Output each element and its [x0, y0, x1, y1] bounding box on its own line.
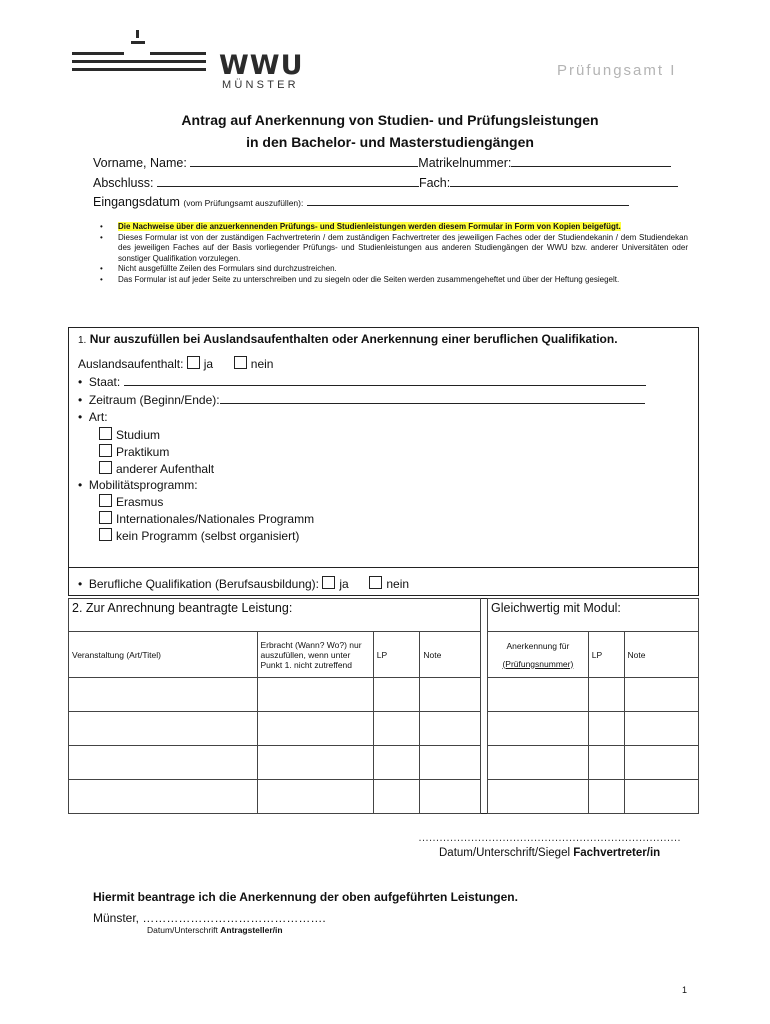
aufenthalt-nein-label: nein: [250, 357, 274, 371]
section2-title-right: Gleichwertig mit Modul:: [488, 599, 699, 632]
col-erbracht: Erbracht (Wann? Wo?) nur auszufüllen, wenn unter Punkt 1. nicht zutreffend: [257, 632, 373, 678]
logo-subtext: MÜNSTER: [222, 79, 299, 91]
mobil-label: Mobilitätsprogramm:: [88, 478, 198, 492]
staat-label: Staat:: [88, 375, 121, 389]
instruction-notes: [100, 222, 688, 286]
matrikel-field[interactable]: [511, 155, 671, 167]
checkbox[interactable]: [99, 461, 112, 474]
form-title-line2: in den Bachelor- und Masterstudiengängen: [246, 134, 534, 150]
art-row: • Art:: [78, 410, 108, 424]
logo-bar: [72, 68, 206, 71]
section2-title: 2. Zur Anrechnung beantragte Leistung:: [69, 599, 481, 632]
aufenthalt-row: [78, 356, 273, 371]
art-label: Art:: [88, 410, 108, 424]
aufenthalt-ja-label: ja: [203, 357, 214, 371]
aufenthalt-ja-checkbox[interactable]: [187, 356, 200, 369]
beruf-ja-label: ja: [339, 577, 349, 591]
section1-heading: 1. Nur auszufüllen bei Auslandsaufenthalten oder Anerkennung einer beruflichen Qualifikation.: [78, 332, 618, 346]
zeitraum-row: • Zeitraum (Beginn/Ende):: [78, 392, 645, 407]
name-label: Vorname, Name:: [93, 156, 187, 170]
matrikel-label: Matrikelnummer:: [418, 156, 512, 170]
zeitraum-label: Zeitraum (Beginn/Ende):: [88, 393, 220, 407]
col-lp: LP: [373, 632, 420, 678]
staat-field[interactable]: [124, 374, 646, 386]
office-name: Prüfungsamt I: [557, 62, 677, 79]
page-number: 1: [682, 985, 688, 995]
leistung-table: [68, 598, 699, 814]
signature2-label: Datum/Unterschrift Antragsteller/in: [147, 925, 283, 935]
eingang-field[interactable]: [307, 194, 629, 206]
abschluss-row: [93, 175, 678, 190]
name-field[interactable]: [190, 155, 418, 167]
abschluss-field[interactable]: [157, 175, 419, 187]
art-option-studium[interactable]: Studium: [99, 427, 160, 442]
aufenthalt-nein-checkbox[interactable]: [234, 356, 247, 369]
logo-bar: [131, 41, 145, 44]
col-veranstaltung: Veranstaltung (Art/Titel): [69, 632, 258, 678]
table-row[interactable]: [69, 780, 699, 814]
mobil-option-kein[interactable]: kein Programm (selbst organisiert): [99, 528, 299, 543]
beruf-label: Berufliche Qualifikation (Berufsausbildung):: [88, 577, 319, 591]
art-option-praktikum[interactable]: Praktikum: [99, 444, 169, 459]
logo-bar: [72, 52, 124, 55]
form-title-line1: Antrag auf Anerkennung von Studien- und Prüfungsleistungen: [181, 112, 599, 128]
aufenthalt-label: Auslandsaufenthalt:: [78, 357, 184, 371]
logo-bar: [150, 52, 206, 55]
logo-text: WWU: [219, 50, 304, 81]
col-lp2: LP: [588, 632, 624, 678]
beruf-nein-checkbox[interactable]: [369, 576, 382, 589]
col-note2: Note: [624, 632, 698, 678]
art-option-anderer[interactable]: anderer Aufenthalt: [99, 461, 214, 476]
eingang-row: [93, 194, 629, 209]
beruf-row: • Berufliche Qualifikation (Berufsausbildung): ja nein: [78, 577, 410, 591]
zeitraum-field[interactable]: [220, 392, 645, 404]
table-row[interactable]: [69, 712, 699, 746]
eingang-note: (vom Prüfungsamt auszufüllen):: [183, 198, 304, 208]
checkbox[interactable]: [99, 528, 112, 541]
mobil-row: • Mobilitätsprogramm:: [78, 478, 198, 492]
logo-bar: [72, 60, 206, 63]
beruf-ja-checkbox[interactable]: [322, 576, 335, 589]
note-item: • Nicht ausgefüllte Zeilen des Formulars sind durchzustreichen.: [100, 264, 688, 275]
signature1-line[interactable]: …………………………………………………………………: [418, 832, 681, 844]
mobil-option-erasmus[interactable]: Erasmus: [99, 494, 163, 509]
checkbox[interactable]: [99, 511, 112, 524]
checkbox[interactable]: [99, 444, 112, 457]
staat-row: • Staat:: [78, 374, 646, 389]
table-row[interactable]: [69, 678, 699, 712]
note-item: • Die Nachweise über die anzuerkennenden Prüfungs- und Studienleistungen werden diesem Formular in Form von Kopien beigefügt.: [100, 222, 688, 233]
eingang-label: Eingangsdatum: [93, 195, 180, 209]
col-anerkennung: Anerkennung für (Prüfungsnummer): [488, 632, 589, 678]
col-note: Note: [420, 632, 481, 678]
abschluss-label: Abschluss:: [93, 176, 154, 190]
checkbox[interactable]: [99, 427, 112, 440]
note-item: • Das Formular ist auf jeder Seite zu unterschreiben und zu siegeln oder die Seiten werden zusammengeheftet und über der Heftung gesiegelt.: [100, 275, 688, 286]
request-text: Hiermit beantrage ich die Anerkennung der oben aufgeführten Leistungen.: [93, 890, 518, 904]
fach-field[interactable]: [450, 175, 678, 187]
signature1-label: Datum/Unterschrift/Siegel Fachvertreter/in: [439, 847, 661, 859]
beruf-nein-label: nein: [386, 577, 410, 591]
name-row: [93, 155, 671, 170]
fach-label: Fach:: [418, 176, 451, 190]
table-row[interactable]: [69, 746, 699, 780]
logo-bar: [136, 30, 139, 38]
signature2-place[interactable]: Münster, ……………………………………….: [93, 911, 326, 925]
note-item: • Dieses Formular ist von der zuständigen Fachvertreterin / dem zuständigen Fachvertreter des jeweiligen Faches oder der Studiendekanin / dem Studiendekan des jeweiligen Faches auf der Basis vorliegender Prüfungs- und Studienleistungen aus anderen Studiengängen der WWU bzw. anderer Universitäten oder sonstiger Qualifikation vorzulegen.: [100, 233, 688, 265]
checkbox[interactable]: [99, 494, 112, 507]
mobil-option-programm[interactable]: Internationales/Nationales Programm: [99, 511, 314, 526]
